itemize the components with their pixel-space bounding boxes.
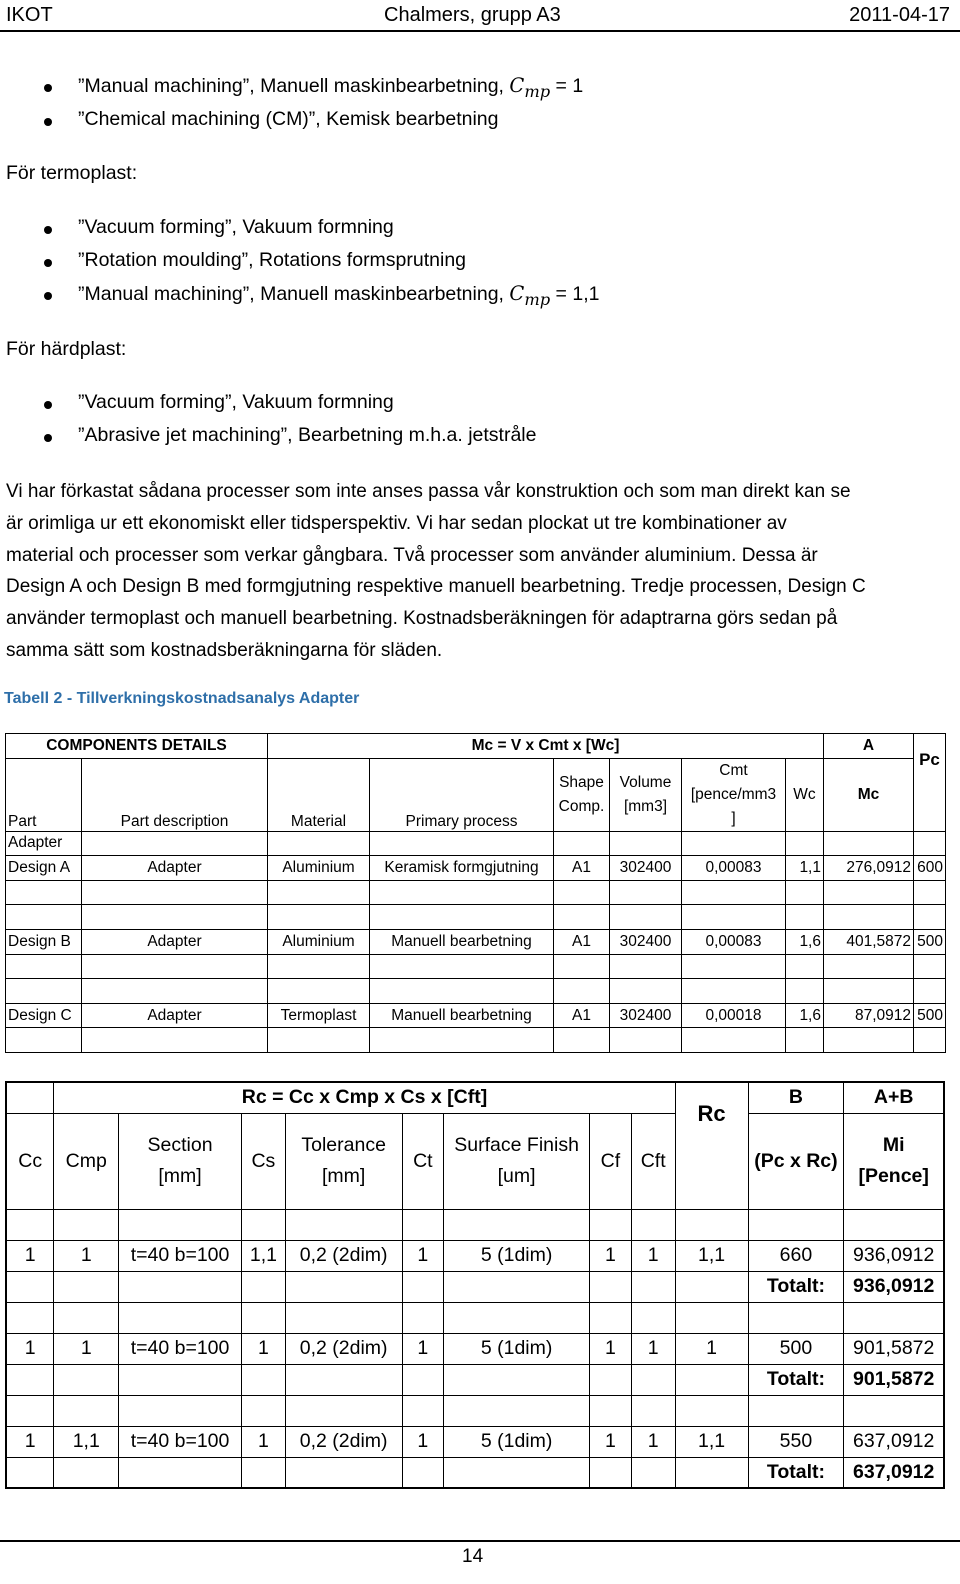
total-value: 901,5872	[844, 1364, 944, 1395]
cs-header: Cs	[242, 1113, 286, 1209]
wc-header: Wc	[786, 758, 824, 831]
table-row: Design A Adapter Aluminium Keramisk formgjutning A1 302400 0,00083 1,1 276,0912 600	[6, 856, 946, 881]
primary-process-header: Primary process	[370, 758, 554, 831]
shape-comp-header: Shape Comp.	[554, 758, 610, 831]
pc-header: Pc	[914, 734, 946, 832]
rc-header: Rc	[675, 1082, 748, 1209]
cc-header: Cc	[6, 1113, 54, 1209]
section-header: Section [mm]	[119, 1113, 242, 1209]
volume-header: Volume [mm3]	[610, 758, 682, 831]
ct-header: Ct	[402, 1113, 444, 1209]
bullet-icon	[44, 259, 52, 267]
total-label: Totalt:	[748, 1364, 844, 1395]
bullet-icon	[44, 401, 52, 409]
header-center: Chalmers, grupp A3	[384, 4, 561, 26]
paragraph-line: samma sätt som kostnadsberäkningarna för släden.	[6, 639, 443, 661]
rc-formula-header: Rc = Cc x Cmp x Cs x [Cft]	[54, 1082, 675, 1113]
paragraph-line: är orimliga ur ett ekonomiskt eller tidsperspektiv. Vi har sedan plockat ut tre kombinationer av	[6, 512, 787, 534]
paragraph-line: material och processer som verkar gångbara. Två processer som använder aluminium. Dessa är	[6, 544, 818, 566]
table-row: 1 1 t=40 b=100 1,1 0,2 (2dim) 1 5 (1dim) 1 1 1,1 660 936,0912	[6, 1240, 944, 1271]
table-caption: Tabell 2 - Tillverkningskostnadsanalys Adapter	[4, 690, 360, 707]
section-heading: För härdplast:	[6, 338, 127, 360]
paragraph-line: Vi har förkastat sådana processer som inte anses passa vår konstruktion och som man direkt kan se	[6, 481, 851, 502]
components-details-header: COMPONENTS DETAILS	[6, 734, 268, 759]
bullet-icon	[44, 434, 52, 442]
material-header: Material	[268, 758, 370, 831]
body-paragraph	[6, 476, 951, 667]
cmp-header: Cmp	[54, 1113, 119, 1209]
list-item: ”Abrasive jet machining”, Bearbetning m.h.a. jetstråle	[78, 424, 537, 446]
page-number: 14	[462, 1546, 484, 1567]
header-left: IKOT	[6, 4, 53, 26]
total-label: Totalt:	[748, 1457, 844, 1488]
list-item: ”Chemical machining (CM)”, Kemisk bearbetning	[78, 108, 499, 130]
cf-header: Cf	[590, 1113, 632, 1209]
apb-header: A+B	[844, 1082, 944, 1113]
total-label: Totalt:	[748, 1271, 844, 1302]
pc-x-rc-header: (Pc x Rc)	[748, 1113, 844, 1209]
list-item: ”Rotation moulding”, Rotations formsprutning	[78, 249, 467, 271]
list-item: ”Manual machining”, Manuell maskinbearbetning, $C_{mp} = 1,1$	[78, 282, 600, 309]
components-table	[5, 733, 946, 1053]
table-row: 1 1 t=40 b=100 1 0,2 (2dim) 1 5 (1dim) 1 1 1 500 901,5872	[6, 1333, 944, 1364]
list-item: ”Manual machining”, Manuell maskinbearbetning, $C_{mp} = 1$	[78, 74, 584, 101]
bullet-icon	[44, 118, 52, 126]
table-row: Design C Adapter Termoplast Manuell bearbetning A1 302400 0,00018 1,6 87,0912 500	[6, 1003, 946, 1028]
cmt-header: Cmt [pence/mm3 ]	[682, 758, 786, 831]
part-description-header: Part description	[82, 758, 268, 831]
bullet-icon	[44, 226, 52, 234]
surface-finish-header: Surface Finish [um]	[444, 1113, 590, 1209]
table-row: Design B Adapter Aluminium Manuell bearbetning A1 302400 0,00083 1,6 401,5872 500	[6, 929, 946, 954]
total-value: 637,0912	[844, 1457, 944, 1488]
paragraph-line: Design A och Design B med formgjutning respektive manuell bearbetning. Tredje processen, Design C	[6, 576, 866, 598]
mi-header: Mi [Pence]	[844, 1113, 944, 1209]
total-value: 936,0912	[844, 1271, 944, 1302]
b-header: B	[748, 1082, 844, 1113]
section-heading: För termoplast:	[6, 162, 138, 184]
cft-header: Cft	[631, 1113, 675, 1209]
adapter-label: Adapter	[6, 831, 82, 856]
list-item: ”Vacuum forming”, Vakuum formning	[78, 391, 394, 413]
cost-table	[5, 1081, 945, 1489]
mc-header: Mc	[824, 758, 914, 831]
paragraph-line: använder termoplast och manuell bearbetning. Kostnadsberäkningen för adaptrarna görs sedan på	[6, 608, 838, 630]
part-header: Part	[6, 758, 82, 831]
bullet-icon	[44, 292, 52, 300]
tolerance-header: Tolerance [mm]	[285, 1113, 402, 1209]
footer-rule	[0, 1540, 960, 1542]
list-item: ”Vacuum forming”, Vakuum formning	[78, 216, 394, 238]
mc-formula-header: Mc = V x Cmt x [Wc]	[268, 734, 824, 759]
bullet-icon	[44, 84, 52, 92]
a-header: A	[824, 734, 914, 759]
table-row: 1 1,1 t=40 b=100 1 0,2 (2dim) 1 5 (1dim) 1 1 1,1 550 637,0912	[6, 1426, 944, 1457]
page-header	[0, 2, 960, 32]
header-right: 2011-04-17	[849, 4, 950, 26]
